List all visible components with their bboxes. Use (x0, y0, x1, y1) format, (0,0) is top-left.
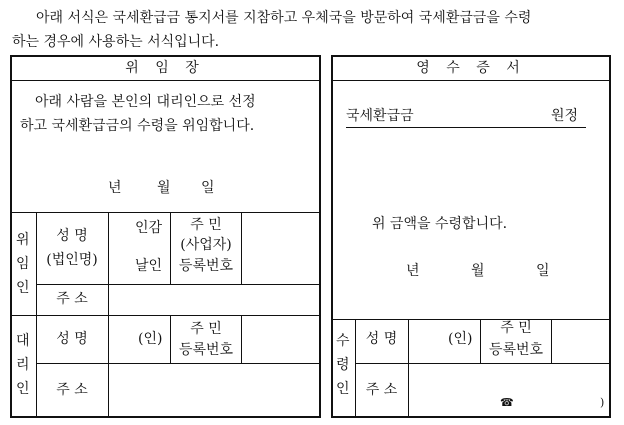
receiver-id-line-2: 등록번호 (488, 342, 544, 358)
proxy-form-title: 위 임 장 (125, 60, 205, 76)
delegator-seal-top: 인감 (135, 220, 163, 236)
agent-address-label: 주 소 (56, 382, 88, 398)
delegator-id-line-3: 등록번호 (178, 258, 234, 274)
agent-label-char-3: 인 (16, 381, 30, 397)
agent-name-label: 성 명 (56, 331, 88, 347)
receiver-id-line-1: 주 민 (500, 320, 532, 336)
phone-close-paren: ) (600, 396, 605, 409)
instruction-line-1: 아래 서식은 국세환급금 통지서를 지참하고 우체국을 방문하여 국세환급금을 수령 (36, 10, 532, 26)
delegator-address-label: 주 소 (56, 291, 88, 307)
receipt-date-day: 일 (536, 263, 550, 279)
receipt-date-month: 월 (471, 263, 485, 279)
receipt-form-title: 영 수 증 서 (416, 60, 526, 76)
phone-icon: ☎ (500, 396, 514, 409)
delegator-name-label: 성 명 (56, 228, 88, 244)
instruction-line-2: 하는 경우에 사용하는 서식입니다. (12, 34, 220, 50)
agent-seal-mark: (인) (138, 331, 163, 347)
proxy-date-month: 월 (157, 180, 171, 196)
delegator-name-sublabel: (법인명) (46, 252, 98, 268)
receipt-unit-label: 원정 (551, 108, 579, 124)
agent-id-line-2: 등록번호 (178, 342, 234, 358)
agent-id-line-1: 주 민 (190, 321, 222, 337)
proxy-date-day: 일 (201, 180, 215, 196)
proxy-date-year: 년 (108, 180, 122, 196)
receiver-label-char-2: 령 (336, 357, 350, 373)
receipt-date-year: 년 (406, 263, 420, 279)
receiver-label-char-3: 인 (336, 381, 350, 397)
receipt-statement: 위 금액을 수령합니다. (372, 216, 508, 232)
receiver-label-char-1: 수 (336, 333, 350, 349)
agent-label-char-1: 대 (16, 333, 30, 349)
delegator-id-line-2: (사업자) (180, 237, 232, 253)
receiver-address-label: 주 소 (365, 382, 398, 398)
delegator-label-char-3: 인 (16, 280, 30, 296)
agent-label-char-2: 리 (16, 357, 30, 373)
proxy-statement-line-2: 하고 국세환급금의 수령을 위임합니다. (20, 118, 255, 134)
receiver-name-label: 성 명 (365, 331, 398, 347)
proxy-statement-line-1: 아래 사람을 본인의 대리인으로 선정 (35, 94, 256, 110)
receipt-item-label: 국세환급금 (346, 108, 414, 124)
delegator-label-char-1: 위 (16, 232, 30, 248)
delegator-label-char-2: 임 (16, 256, 30, 272)
delegator-seal-bottom: 날인 (135, 258, 163, 274)
delegator-id-line-1: 주 민 (190, 217, 222, 233)
receiver-seal-mark: (인) (448, 331, 473, 347)
